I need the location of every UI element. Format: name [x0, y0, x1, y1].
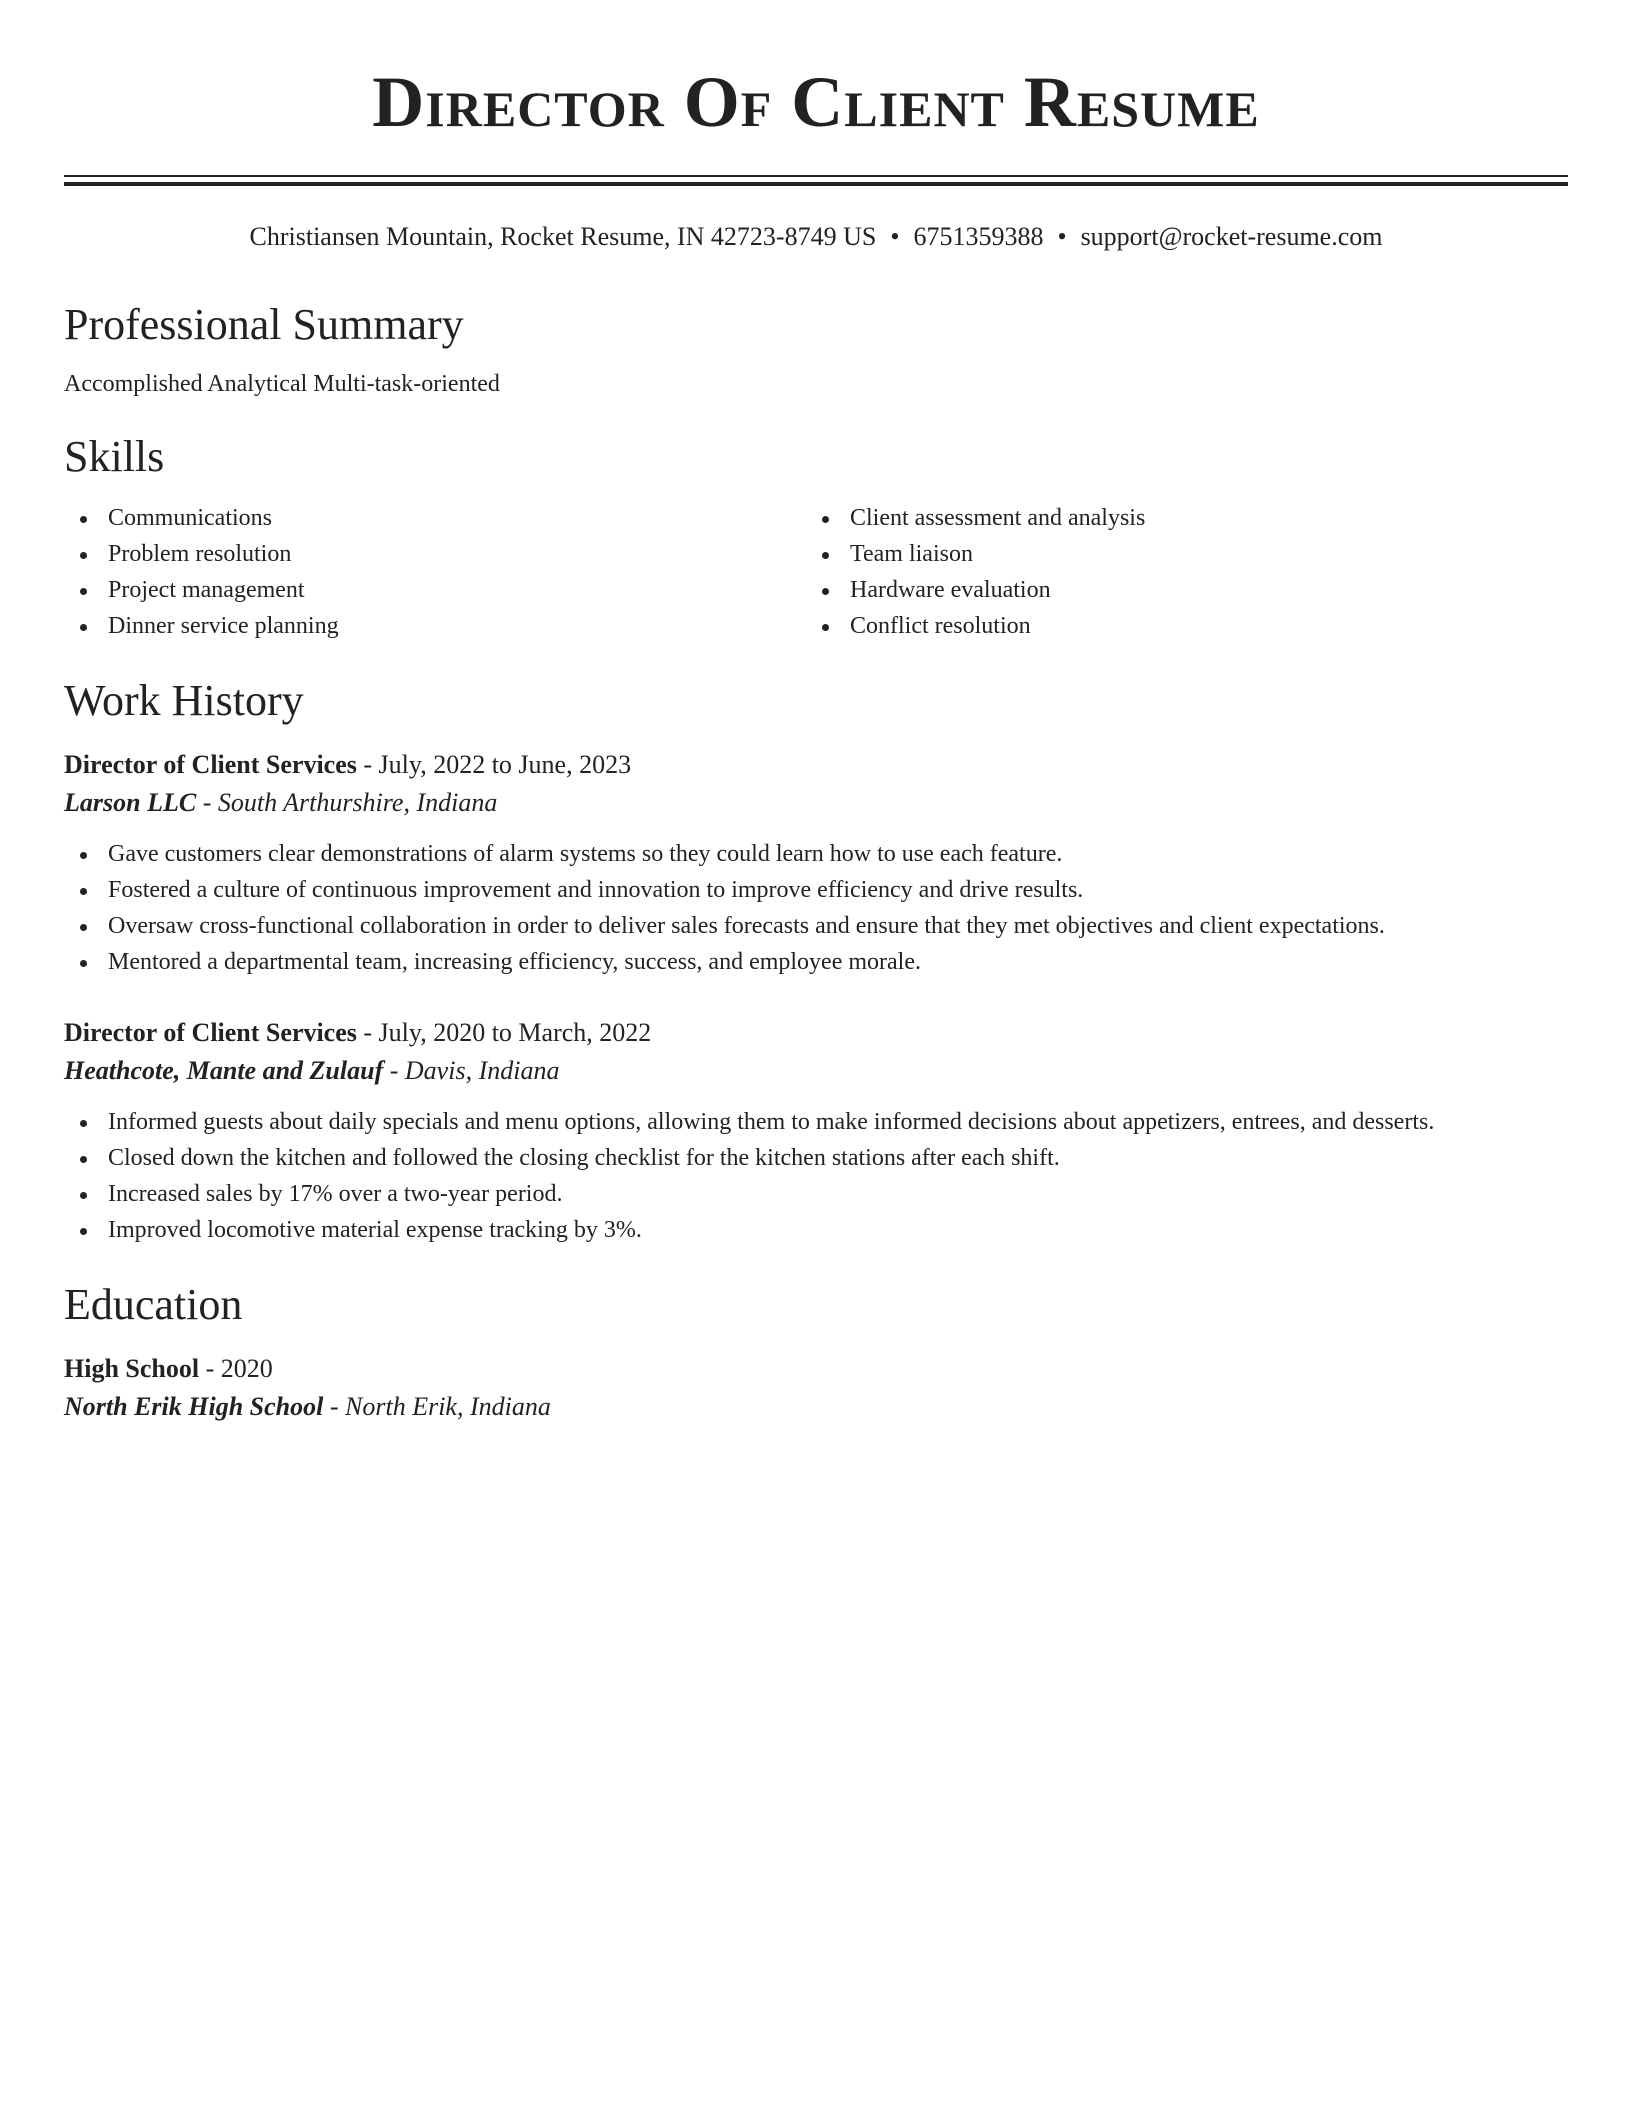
job-company: Heathcote, Mante and Zulauf — [64, 1056, 384, 1085]
job-duty: Oversaw cross-functional collaboration in order to deliver sales forecasts and ensure that they met objectives and client expectations. — [64, 908, 1568, 944]
job-header — [64, 1014, 1568, 1052]
contact-line — [64, 220, 1568, 254]
contact-separator: • — [1057, 222, 1067, 251]
job-dates: - July, 2022 to June, 2023 — [356, 750, 632, 779]
contact-separator: • — [890, 222, 900, 251]
skill-item: Conflict resolution — [806, 608, 1145, 644]
title-divider — [64, 175, 1568, 186]
education-location: - North Erik, Indiana — [323, 1392, 551, 1421]
job-duties-list — [64, 836, 1568, 980]
professional-summary-section — [64, 298, 1568, 400]
skill-item: Client assessment and analysis — [806, 500, 1145, 536]
education-year: - 2020 — [199, 1354, 273, 1383]
education-entry — [64, 1350, 1568, 1426]
job-location: - South Arthurshire, Indiana — [196, 788, 498, 817]
job-employer — [64, 1052, 1568, 1090]
contact-address: Christiansen Mountain, Rocket Resume, IN 42723-8749 US — [249, 222, 877, 251]
job-location: - Davis, Indiana — [383, 1056, 560, 1085]
summary-text: Accomplished Analytical Multi-task-oriented — [64, 371, 500, 397]
divider-thin-line — [64, 175, 1568, 177]
job-title: Director of Client Services — [64, 750, 357, 779]
job-duty: Fostered a culture of continuous improvement and innovation to improve efficiency and drive results. — [64, 872, 1568, 908]
job-title: Director of Client Services — [64, 1018, 357, 1047]
job-duty: Closed down the kitchen and followed the closing checklist for the kitchen stations after each shift. — [64, 1140, 1568, 1176]
divider-thick-line — [64, 182, 1568, 186]
job-duty: Mentored a departmental team, increasing efficiency, success, and employee morale. — [64, 944, 1568, 980]
job-duty: Improved locomotive material expense tracking by 3%. — [64, 1212, 1568, 1248]
job-duties-list — [64, 1104, 1568, 1248]
skill-item: Project management — [64, 572, 806, 608]
skill-item: Team liaison — [806, 536, 1145, 572]
education-section — [64, 1278, 1568, 1426]
work-history-heading: Work History — [64, 676, 304, 725]
job-header — [64, 746, 1568, 784]
skill-item: Problem resolution — [64, 536, 806, 572]
job-dates: - July, 2020 to March, 2022 — [356, 1018, 652, 1047]
education-degree: High School — [64, 1354, 200, 1383]
skill-item: Hardware evaluation — [806, 572, 1145, 608]
skills-left-column — [64, 500, 806, 644]
job-duty: Informed guests about daily specials and menu options, allowing them to make informed decisions about appetizers, entrees, and desserts. — [64, 1104, 1568, 1140]
job-entry — [64, 1014, 1568, 1248]
skills-section — [64, 430, 1568, 644]
skill-item: Communications — [64, 500, 806, 536]
education-institution — [64, 1388, 1568, 1426]
resume-title: Director Of Client Resume — [372, 62, 1260, 142]
job-company: Larson LLC — [64, 788, 197, 817]
contact-phone: 6751359388 — [913, 222, 1044, 251]
job-duty: Increased sales by 17% over a two-year period. — [64, 1176, 1568, 1212]
job-entry — [64, 746, 1568, 980]
job-duty: Gave customers clear demonstrations of alarm systems so they could learn how to use each feature. — [64, 836, 1568, 872]
job-employer — [64, 784, 1568, 822]
skills-columns — [64, 500, 1568, 644]
skills-right-column — [806, 500, 1145, 644]
skill-item: Dinner service planning — [64, 608, 806, 644]
education-school: North Erik High School — [64, 1392, 324, 1421]
summary-heading: Professional Summary — [64, 300, 464, 349]
contact-email: support@rocket-resume.com — [1080, 222, 1383, 251]
education-heading: Education — [64, 1280, 243, 1329]
skills-heading: Skills — [64, 432, 165, 481]
work-history-section — [64, 674, 1568, 1248]
education-header — [64, 1350, 1568, 1388]
